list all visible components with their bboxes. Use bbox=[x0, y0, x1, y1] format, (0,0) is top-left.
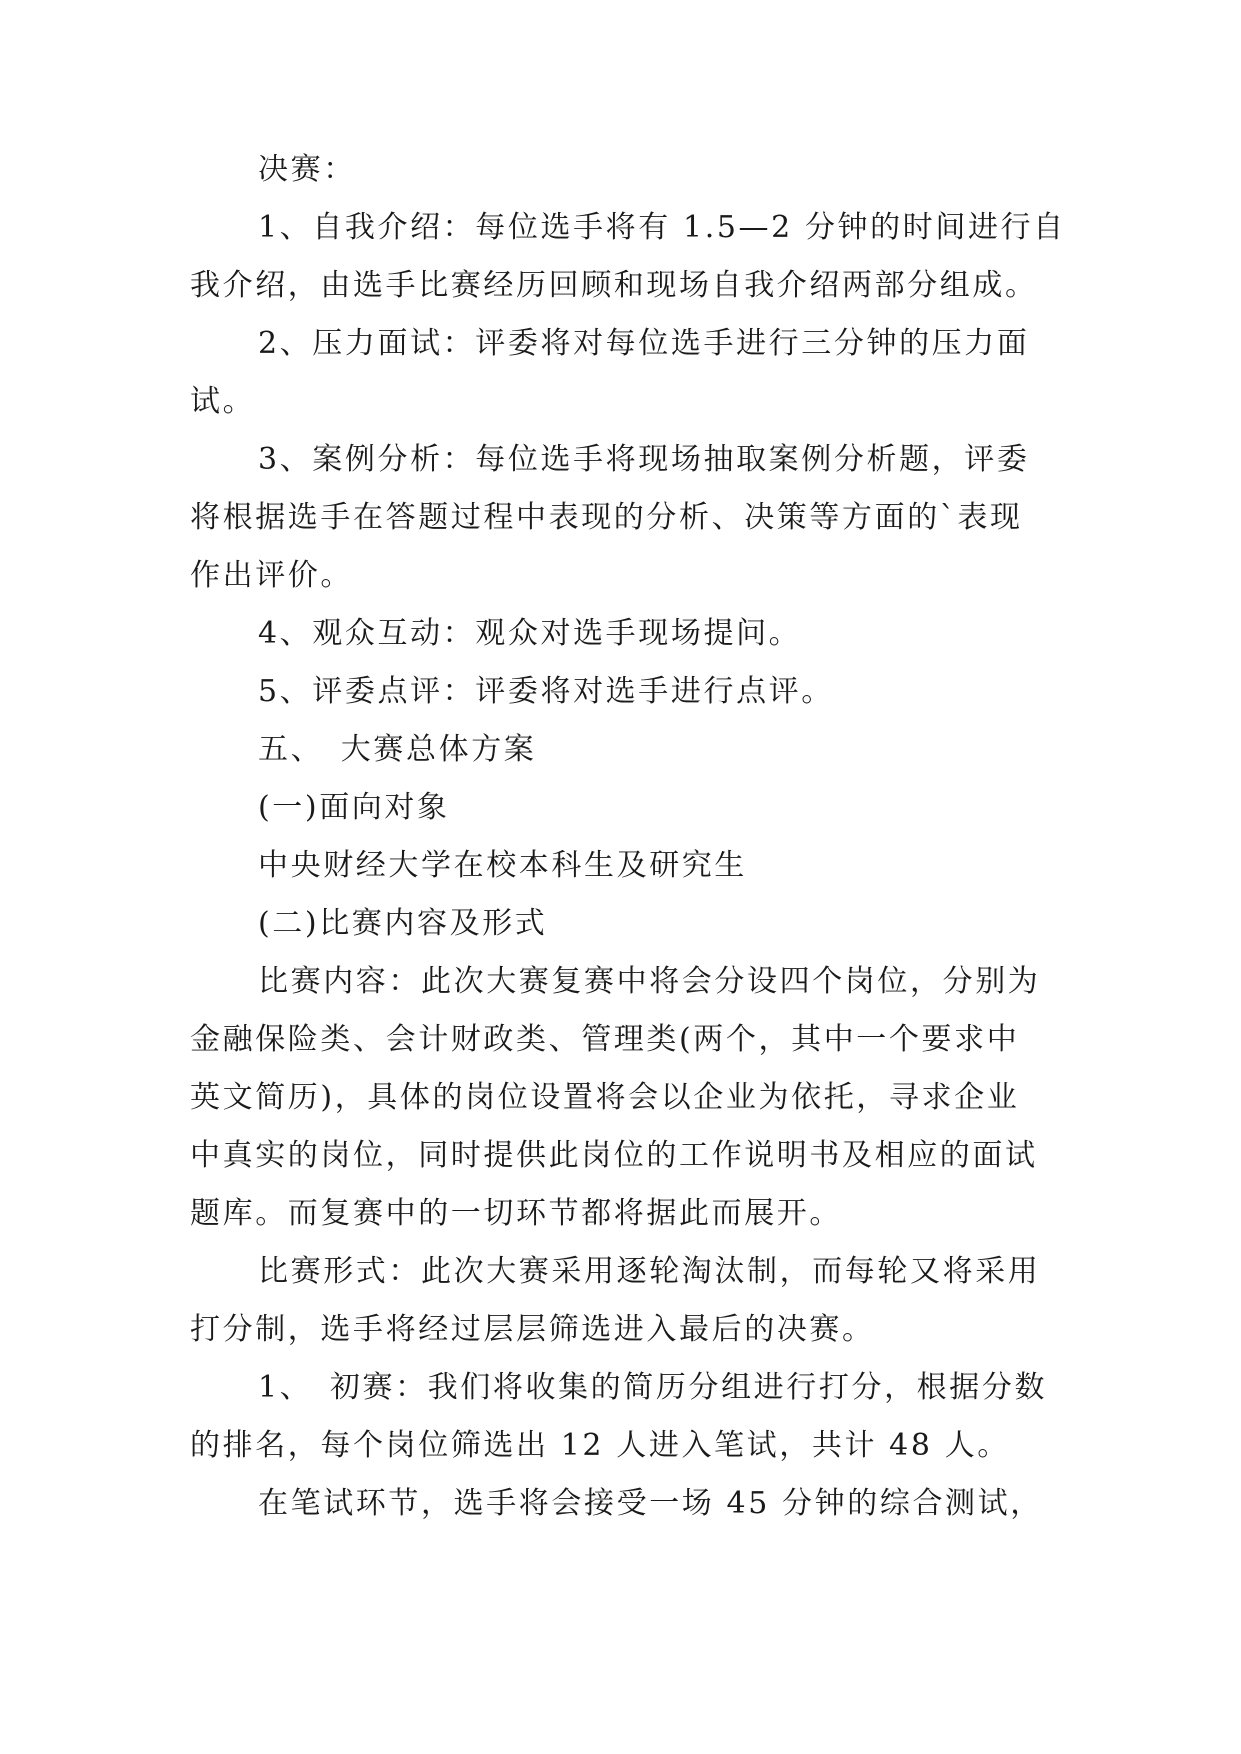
subsection-heading: (一)面向对象 bbox=[258, 790, 450, 825]
text-line: 作出评价。 bbox=[190, 558, 353, 593]
text-line: 英文简历)，具体的岗位设置将会以企业为依托，寻求企业 bbox=[190, 1080, 1020, 1115]
text-line: 打分制，选手将经过层层筛选进入最后的决赛。 bbox=[190, 1312, 875, 1347]
text-line: 4、观众互动：观众对选手现场提问。 bbox=[258, 616, 802, 651]
text-line: 的排名，每个岗位筛选出 12 人进入笔试，共计 48 人。 bbox=[190, 1428, 1010, 1463]
text-line: 3、案例分析：每位选手将现场抽取案例分析题，评委 bbox=[258, 442, 1030, 477]
text-line: 1、 初赛：我们将收集的简历分组进行打分，根据分数 bbox=[258, 1370, 1048, 1405]
section-heading: 五、 大赛总体方案 bbox=[258, 732, 537, 767]
text-line: 中真实的岗位，同时提供此岗位的工作说明书及相应的面试 bbox=[190, 1138, 1038, 1173]
text-line: 在笔试环节，选手将会接受一场 45 分钟的综合测试， bbox=[258, 1486, 1043, 1521]
subsection-heading: (二)比赛内容及形式 bbox=[258, 906, 548, 941]
text-line: 比赛形式：此次大赛采用逐轮淘汰制，而每轮又将采用 bbox=[258, 1254, 1041, 1289]
text-line: 5、评委点评：评委将对选手进行点评。 bbox=[258, 674, 834, 709]
text-line: 题库。而复赛中的一切环节都将据此而展开。 bbox=[190, 1196, 842, 1231]
text-line: 我介绍，由选手比赛经历回顾和现场自我介绍两部分组成。 bbox=[190, 268, 1038, 303]
text-line: 将根据选手在答题过程中表现的分析、决策等方面的`表现 bbox=[190, 500, 1023, 535]
text-line: 决赛： bbox=[258, 152, 356, 187]
text-line: 1、自我介绍：每位选手将有 1.5—2 分钟的时间进行自 bbox=[258, 210, 1066, 245]
text-line: 中央财经大学在校本科生及研究生 bbox=[258, 848, 747, 883]
text-line: 金融保险类、会计财政类、管理类(两个，其中一个要求中 bbox=[190, 1022, 1020, 1057]
text-line: 比赛内容：此次大赛复赛中将会分设四个岗位，分别为 bbox=[258, 964, 1041, 999]
text-line: 试。 bbox=[190, 384, 256, 419]
text-line: 2、压力面试：评委将对每位选手进行三分钟的压力面 bbox=[258, 326, 1030, 361]
